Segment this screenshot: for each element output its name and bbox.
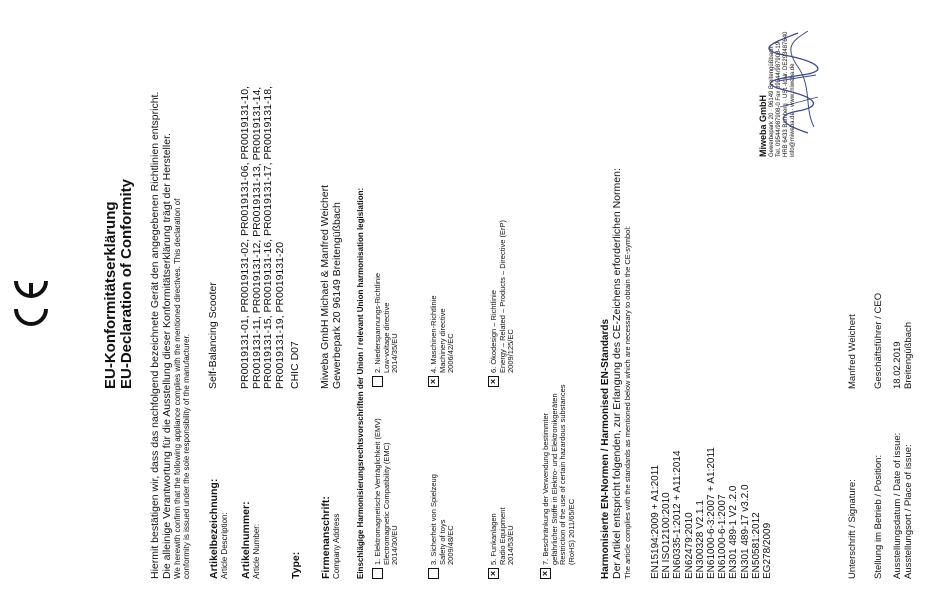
directive-3-checkbox[interactable]	[428, 568, 439, 579]
signature-label: Unterschrift / Signature:	[847, 479, 858, 579]
handwritten-signature-icon	[768, 27, 824, 137]
type-value: CHIC D07	[289, 341, 301, 389]
directive-5-checkbox[interactable]: ×	[488, 568, 499, 579]
signature-name: Manfred Weichert	[847, 314, 858, 389]
list-item: EN60335-1:2012 + A11:2014	[672, 450, 684, 579]
standards-list	[650, 447, 773, 579]
directive-6-checkbox[interactable]: ×	[488, 376, 499, 387]
article-number-label: Artikelnummer: Article Number:	[240, 501, 261, 579]
directive-4-checkbox[interactable]: ×	[428, 376, 439, 387]
directive-2-checkbox[interactable]	[372, 376, 383, 387]
list-item: EN15194:2009 + A1:2011	[650, 464, 661, 579]
place-label: Ausstellungsort / Place of issue:	[903, 444, 914, 579]
company-address: Miweba GmbH Michael & Manfred Weichert Gewerbepark 20 96149 Breitengüßbach	[319, 184, 343, 389]
position-value: Geschäftsführer / CEO	[873, 292, 884, 389]
stamp-company-name: Miweba GmbH	[758, 94, 768, 157]
list-item: EG278/2009	[762, 522, 774, 579]
position-label: Stellung im Betrieb / Position:	[873, 454, 884, 579]
list-item: EN301 489-1 V2 .2.0	[728, 485, 740, 579]
intro-text: Hiermit bestätigen wir, dass das nachfolgend bezeichnete Gerät den angegebenen Richtlinien entspricht. Die alleinige Verantwortung für die Ausstellung dieser Konformitätserklärung trägt der Hersteller. We herewith confirm that the following appliance complies with the mentioned directives. This declaration of conformity is issued under the sole responsibility of the manufacturer.	[149, 91, 191, 579]
list-item: EN ISO12100:2010	[661, 492, 673, 579]
type-label: Type:	[290, 551, 302, 579]
date-value: 18.02.2019	[892, 341, 903, 389]
list-item: EN61000-6-3:2007 + A1:2011	[706, 447, 718, 579]
company-stamp: Miweba GmbH Gewerbepark 20 · 96149 Breitengüßbach Tel. 09544/987908-0 Fax 09544/987908-19 HRB 6433 Bamberg · USt.-IdNr. DE293487640 info@miweba.de · www.miweba.de	[758, 7, 828, 157]
article-description-value: Self-Balancing Scooter	[207, 282, 219, 389]
article-description-label: Artikelbezeichnung: Article Description:	[208, 478, 229, 579]
list-item: EN301 489-17 v3.2.0	[739, 484, 751, 579]
company-label: Firmenanschrift: Company Address	[320, 496, 341, 579]
legislation-heading: Einschlägige Harmonisierungsrechtsvorschriften der Union / relevant Union harmonisation legislation:	[356, 187, 365, 579]
directive-1-checkbox[interactable]	[372, 568, 383, 579]
title-german: EU-Konformitätserklärung	[102, 201, 119, 389]
standards-text-de: Der Artikel entspricht folgenden, zur Erlangung des CE-Zeichens erforderlichen Normen:	[611, 168, 623, 579]
standards-heading: Harmonisierte EN-Normen / Harmonised EN-Standards	[600, 318, 611, 579]
standards-section	[600, 168, 632, 579]
ce-mark-icon	[12, 277, 50, 333]
directive-7-checkbox[interactable]: ×	[540, 568, 551, 579]
declaration-document: EU-Konformitätserklärung EU-Declaration of Conformity Hiermit bestätigen wir, dass das nachfolgend bezeichnete Gerät den angegebenen Richtlinien entspricht. Die alleinige Verantwortung für die Ausstellung dieser Konformitätserklärung trägt der Hersteller. We herewith confirm that the following appliance complies with the mentioned directives. This declaration of conformity is issued under the sole responsibility of the manufacturer. Artikelbezeichnung: Article Description: Self-Balancing Scooter Artikelnummer: Article Number: PR0019131-01, PR0019131-02, PR0019131-06, PR0019131-10, PR0019131-11, PR0019131-12, PR0019131-13, PR0019131-14, PR0019131-15, PR0019131-16, PR0019131-17, PR0019131-18, PR0019131-19, PR0019131-20 Type: CHIC D07 Firmenanschrift: Company Address Miweba GmbH Michael & Manfred Weichert Gewerbepark 20 96149 Breitengüßbach Einschlägige Harmonisierungsrechtsvorschriften der Union / relevant Union harmonisation legislation: 1. Elektromagnetische Verträglichkeit (EMV) Electromagnetic Compatibility (EMC) 2014/30/EU 2. Niederspannungs-Richtlinie Low-voltage directive 2014/35/EU 3. Sicherheit von Spielzeug Safety of toys 2009/48/EC × 4. Maschinen-Richtlinie Machinery directive 2006/42/EC × 5. Funkanlagen Radio Equipment 2014/53/EU × 6. Ökodesign – Richtlinie Energy – Related – Products – Directive (ErP) 2009/125/EC × 7. Beschränkung der Verwendung bestimmter gefährlicher Stoffe in Elektro- und Elektronikgeräten Restriction of the use of certain hazardous substances (RoHS) 2011/65/EC Harmonisierte EN-Normen / Harmonised EN-Standards Der Artikel entspricht folgenden, zur Erlangung des CE-Zeichens erforderlichen Normen: The article complies with the standards as mentioned below which are necessary to obtain the CE-symbol: EN15194:2009 + A1:2011 EN ISO12100:2010 EN60335-1:2012 + A11:2014 EN62479:2010 EN300328 V2.1.1 EN61000-6-3:2007 + A1:2011 EN61000-6-1:2007 EN301 489-1 V2 .2.0 EN301 489-17 v3.2.0 EN50581:2012 EG278/2009 Unterschrift / Signature: Manfred Weichert Stellung im Betrieb / Position: Geschäftsführer / CEO Ausstellungsdatum / Date of issue: 18.02.2019 Ausstellungsort / Place of issue: Breitengüßbach Miweba GmbH Gewerbepark 20 · 96149 Breitengüßbach Tel. 09544/987908-0 Fax 09544/987908-19 HRB 6433 Bamberg · USt.-IdNr. DE293487640 info@miweba.de · www.miweba.de	[0, 0, 950, 597]
list-item: EN300328 V2.1.1	[694, 500, 706, 579]
list-item: EN62479:2010	[683, 512, 695, 579]
list-item: EN50581:2012	[750, 512, 762, 579]
title-english: EU-Declaration of Conformity	[118, 178, 135, 389]
date-label: Ausstellungsdatum / Date of issue:	[892, 432, 903, 579]
place-value: Breitengüßbach	[903, 321, 914, 389]
standards-text-en: The article complies with the standards as mentioned below which are necessary to obtain the CE-symbol:	[623, 225, 632, 579]
list-item: EN61000-6-1:2007	[717, 494, 729, 579]
article-number-value: PR0019131-01, PR0019131-02, PR0019131-06, PR0019131-10, PR0019131-11, PR0019131-12, PR0019131-13, PR0019131-14, PR0019131-15, PR0019131-16, PR0019131-17, PR0019131-18, PR0019131-19, PR0019131-20	[239, 86, 286, 389]
